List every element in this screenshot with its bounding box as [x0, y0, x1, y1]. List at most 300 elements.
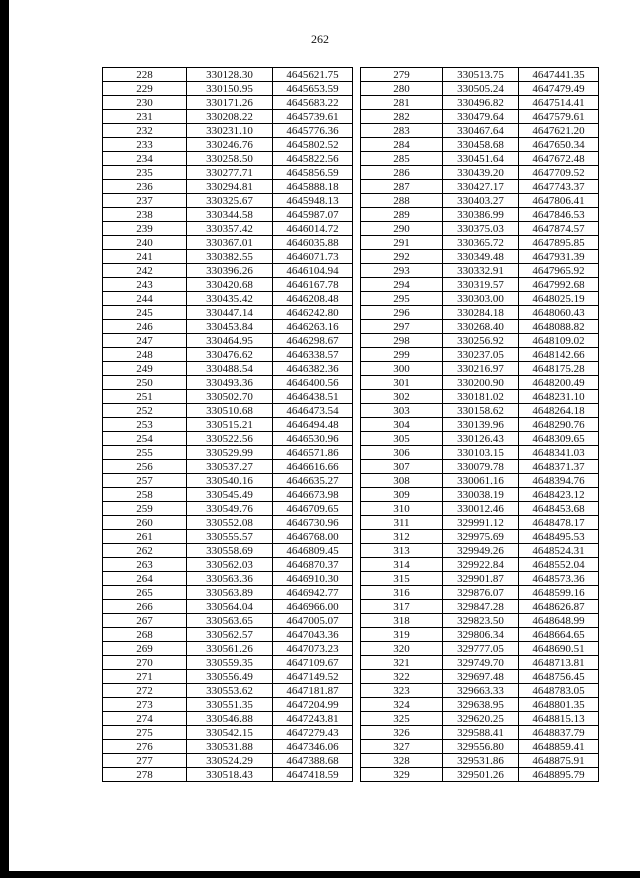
- table-row: [103, 586, 353, 600]
- point-number-cell: 313: [361, 544, 443, 558]
- y-coordinate-cell: 4646942.77: [273, 586, 353, 600]
- table-row: [103, 712, 353, 726]
- point-number-cell: 292: [361, 250, 443, 264]
- table-row: [103, 390, 353, 404]
- x-coordinate-cell: 330458.68: [443, 138, 519, 152]
- table-row: [361, 530, 599, 544]
- y-coordinate-cell: 4648394.76: [519, 474, 599, 488]
- y-coordinate-cell: 4648200.49: [519, 376, 599, 390]
- point-number-cell: 266: [103, 600, 187, 614]
- point-number-cell: 274: [103, 712, 187, 726]
- point-number-cell: 228: [103, 68, 187, 82]
- table-row: [103, 320, 353, 334]
- point-number-cell: 300: [361, 362, 443, 376]
- table-row: [103, 516, 353, 530]
- x-coordinate-cell: 330451.64: [443, 152, 519, 166]
- y-coordinate-cell: 4646400.56: [273, 376, 353, 390]
- table-row: [361, 712, 599, 726]
- point-number-cell: 305: [361, 432, 443, 446]
- x-coordinate-cell: 329556.80: [443, 740, 519, 754]
- x-coordinate-cell: 330559.35: [187, 656, 273, 670]
- point-number-cell: 246: [103, 320, 187, 334]
- y-coordinate-cell: 4645621.75: [273, 68, 353, 82]
- point-number-cell: 319: [361, 628, 443, 642]
- x-coordinate-cell: 330258.50: [187, 152, 273, 166]
- y-coordinate-cell: 4647005.07: [273, 614, 353, 628]
- table-row: [103, 376, 353, 390]
- point-number-cell: 231: [103, 110, 187, 124]
- point-number-cell: 303: [361, 404, 443, 418]
- x-coordinate-cell: 330493.36: [187, 376, 273, 390]
- y-coordinate-cell: 4646870.37: [273, 558, 353, 572]
- y-coordinate-cell: 4647514.41: [519, 96, 599, 110]
- point-number-cell: 291: [361, 236, 443, 250]
- x-coordinate-cell: 330510.68: [187, 404, 273, 418]
- x-coordinate-cell: 330561.26: [187, 642, 273, 656]
- x-coordinate-cell: 330375.03: [443, 222, 519, 236]
- point-number-cell: 237: [103, 194, 187, 208]
- table-row: [361, 684, 599, 698]
- x-coordinate-cell: 330563.89: [187, 586, 273, 600]
- y-coordinate-cell: 4648664.65: [519, 628, 599, 642]
- point-number-cell: 255: [103, 446, 187, 460]
- point-number-cell: 312: [361, 530, 443, 544]
- y-coordinate-cell: 4647073.23: [273, 642, 353, 656]
- table-row: [103, 544, 353, 558]
- y-coordinate-cell: 4646635.27: [273, 474, 353, 488]
- table-row: [361, 320, 599, 334]
- point-number-cell: 289: [361, 208, 443, 222]
- y-coordinate-cell: 4646673.98: [273, 488, 353, 502]
- x-coordinate-cell: 330294.81: [187, 180, 273, 194]
- y-coordinate-cell: 4647388.68: [273, 754, 353, 768]
- x-coordinate-cell: 330150.95: [187, 82, 273, 96]
- point-number-cell: 235: [103, 166, 187, 180]
- table-row: [361, 726, 599, 740]
- table-row: [361, 194, 599, 208]
- y-coordinate-cell: 4647895.85: [519, 236, 599, 250]
- page-number: 262: [311, 32, 329, 46]
- y-coordinate-cell: 4645776.36: [273, 124, 353, 138]
- x-coordinate-cell: 330555.57: [187, 530, 273, 544]
- point-number-cell: 317: [361, 600, 443, 614]
- table-row: [361, 488, 599, 502]
- y-coordinate-cell: 4648859.41: [519, 740, 599, 754]
- y-coordinate-cell: 4648648.99: [519, 614, 599, 628]
- table-row: [361, 68, 599, 82]
- y-coordinate-cell: 4647441.35: [519, 68, 599, 82]
- x-coordinate-cell: 330549.76: [187, 502, 273, 516]
- table-row: [361, 432, 599, 446]
- point-number-cell: 325: [361, 712, 443, 726]
- y-coordinate-cell: 4648264.18: [519, 404, 599, 418]
- table-row: [361, 250, 599, 264]
- x-coordinate-cell: 330518.43: [187, 768, 273, 782]
- y-coordinate-cell: 4648713.81: [519, 656, 599, 670]
- x-coordinate-cell: 330453.84: [187, 320, 273, 334]
- x-coordinate-cell: 330529.99: [187, 446, 273, 460]
- x-coordinate-cell: 330012.46: [443, 502, 519, 516]
- point-number-cell: 295: [361, 292, 443, 306]
- table-row: [103, 264, 353, 278]
- table-row: [103, 334, 353, 348]
- point-number-cell: 234: [103, 152, 187, 166]
- table-row: [103, 110, 353, 124]
- table-row: [361, 334, 599, 348]
- point-number-cell: 253: [103, 418, 187, 432]
- point-number-cell: 294: [361, 278, 443, 292]
- x-coordinate-cell: 330545.49: [187, 488, 273, 502]
- x-coordinate-cell: 330344.58: [187, 208, 273, 222]
- x-coordinate-cell: 330420.68: [187, 278, 273, 292]
- table-row: [103, 404, 353, 418]
- x-coordinate-cell: 330284.18: [443, 306, 519, 320]
- table-row: [361, 180, 599, 194]
- y-coordinate-cell: 4647743.37: [519, 180, 599, 194]
- x-coordinate-cell: 330103.15: [443, 446, 519, 460]
- x-coordinate-cell: 330551.35: [187, 698, 273, 712]
- y-coordinate-cell: 4648142.66: [519, 348, 599, 362]
- table-row: [103, 726, 353, 740]
- y-coordinate-cell: 4646298.67: [273, 334, 353, 348]
- y-coordinate-cell: 4645653.59: [273, 82, 353, 96]
- table-row: [361, 166, 599, 180]
- y-coordinate-cell: 4648453.68: [519, 502, 599, 516]
- x-coordinate-cell: 330553.62: [187, 684, 273, 698]
- point-number-cell: 269: [103, 642, 187, 656]
- x-coordinate-cell: 330365.72: [443, 236, 519, 250]
- table-row: [103, 194, 353, 208]
- x-coordinate-cell: 330488.54: [187, 362, 273, 376]
- table-row: [103, 572, 353, 586]
- point-number-cell: 260: [103, 516, 187, 530]
- x-coordinate-cell: 330256.92: [443, 334, 519, 348]
- point-number-cell: 236: [103, 180, 187, 194]
- x-coordinate-cell: 329876.07: [443, 586, 519, 600]
- y-coordinate-cell: 4648341.03: [519, 446, 599, 460]
- point-number-cell: 310: [361, 502, 443, 516]
- x-coordinate-cell: 330467.64: [443, 124, 519, 138]
- point-number-cell: 243: [103, 278, 187, 292]
- point-number-cell: 273: [103, 698, 187, 712]
- point-number-cell: 290: [361, 222, 443, 236]
- table-row: [103, 278, 353, 292]
- point-number-cell: 259: [103, 502, 187, 516]
- x-coordinate-cell: 330562.57: [187, 628, 273, 642]
- y-coordinate-cell: 4647149.52: [273, 670, 353, 684]
- table-row: [103, 68, 353, 82]
- table-row: [361, 376, 599, 390]
- y-coordinate-cell: 4648783.05: [519, 684, 599, 698]
- table-row: [361, 740, 599, 754]
- x-coordinate-cell: 329501.26: [443, 768, 519, 782]
- x-coordinate-cell: 330435.42: [187, 292, 273, 306]
- y-coordinate-cell: 4647874.57: [519, 222, 599, 236]
- point-number-cell: 238: [103, 208, 187, 222]
- point-number-cell: 307: [361, 460, 443, 474]
- x-coordinate-cell: 330208.22: [187, 110, 273, 124]
- y-coordinate-cell: 4647621.20: [519, 124, 599, 138]
- y-coordinate-cell: 4646768.00: [273, 530, 353, 544]
- y-coordinate-cell: 4646616.66: [273, 460, 353, 474]
- y-coordinate-cell: 4647479.49: [519, 82, 599, 96]
- table-row: [361, 572, 599, 586]
- table-row: [103, 418, 353, 432]
- x-coordinate-cell: 330246.76: [187, 138, 273, 152]
- y-coordinate-cell: 4646966.00: [273, 600, 353, 614]
- table-row: [361, 446, 599, 460]
- point-number-cell: 254: [103, 432, 187, 446]
- y-coordinate-cell: 4648495.53: [519, 530, 599, 544]
- y-coordinate-cell: 4645987.07: [273, 208, 353, 222]
- table-row: [103, 362, 353, 376]
- y-coordinate-cell: 4648599.16: [519, 586, 599, 600]
- point-number-cell: 311: [361, 516, 443, 530]
- point-number-cell: 242: [103, 264, 187, 278]
- y-coordinate-cell: 4647709.52: [519, 166, 599, 180]
- table-row: [361, 96, 599, 110]
- y-coordinate-cell: 4648801.35: [519, 698, 599, 712]
- table-row: [361, 82, 599, 96]
- point-number-cell: 283: [361, 124, 443, 138]
- coordinates-table-right: [360, 67, 599, 782]
- table-row: [361, 670, 599, 684]
- x-coordinate-cell: 330558.69: [187, 544, 273, 558]
- table-row: [361, 404, 599, 418]
- table-row: [103, 152, 353, 166]
- x-coordinate-cell: 330216.97: [443, 362, 519, 376]
- table-row: [103, 124, 353, 138]
- table-row: [103, 250, 353, 264]
- y-coordinate-cell: 4647650.34: [519, 138, 599, 152]
- x-coordinate-cell: 330038.19: [443, 488, 519, 502]
- y-coordinate-cell: 4646809.45: [273, 544, 353, 558]
- table-row: [361, 768, 599, 782]
- table-row: [103, 180, 353, 194]
- point-number-cell: 282: [361, 110, 443, 124]
- table-row: [361, 292, 599, 306]
- table-row: [361, 502, 599, 516]
- y-coordinate-cell: 4646709.65: [273, 502, 353, 516]
- y-coordinate-cell: 4648175.28: [519, 362, 599, 376]
- table-row: [361, 306, 599, 320]
- y-coordinate-cell: 4648756.45: [519, 670, 599, 684]
- point-number-cell: 309: [361, 488, 443, 502]
- table-row: [103, 642, 353, 656]
- x-coordinate-cell: 330552.08: [187, 516, 273, 530]
- point-number-cell: 321: [361, 656, 443, 670]
- x-coordinate-cell: 330367.01: [187, 236, 273, 250]
- x-coordinate-cell: 330496.82: [443, 96, 519, 110]
- x-coordinate-cell: 330268.40: [443, 320, 519, 334]
- x-coordinate-cell: 329638.95: [443, 698, 519, 712]
- point-number-cell: 261: [103, 530, 187, 544]
- table-row: [361, 544, 599, 558]
- x-coordinate-cell: 330439.20: [443, 166, 519, 180]
- y-coordinate-cell: 4647418.59: [273, 768, 353, 782]
- point-number-cell: 279: [361, 68, 443, 82]
- point-number-cell: 306: [361, 446, 443, 460]
- x-coordinate-cell: 330515.21: [187, 418, 273, 432]
- table-row: [103, 460, 353, 474]
- y-coordinate-cell: 4648290.76: [519, 418, 599, 432]
- y-coordinate-cell: 4648088.82: [519, 320, 599, 334]
- y-coordinate-cell: 4648837.79: [519, 726, 599, 740]
- y-coordinate-cell: 4648423.12: [519, 488, 599, 502]
- table-row: [103, 614, 353, 628]
- table-row: [103, 502, 353, 516]
- y-coordinate-cell: 4645739.61: [273, 110, 353, 124]
- table-row: [103, 740, 353, 754]
- point-number-cell: 264: [103, 572, 187, 586]
- table-row: [103, 558, 353, 572]
- table-row: [361, 278, 599, 292]
- table-row: [103, 474, 353, 488]
- point-number-cell: 278: [103, 768, 187, 782]
- point-number-cell: 298: [361, 334, 443, 348]
- point-number-cell: 251: [103, 390, 187, 404]
- x-coordinate-cell: 330303.00: [443, 292, 519, 306]
- point-number-cell: 304: [361, 418, 443, 432]
- x-coordinate-cell: 329949.26: [443, 544, 519, 558]
- y-coordinate-cell: 4646530.96: [273, 432, 353, 446]
- point-number-cell: 329: [361, 768, 443, 782]
- x-coordinate-cell: 330479.64: [443, 110, 519, 124]
- table-row: [103, 530, 353, 544]
- x-coordinate-cell: 330349.48: [443, 250, 519, 264]
- x-coordinate-cell: 330563.36: [187, 572, 273, 586]
- y-coordinate-cell: 4647279.43: [273, 726, 353, 740]
- x-coordinate-cell: 330537.27: [187, 460, 273, 474]
- y-coordinate-cell: 4646242.80: [273, 306, 353, 320]
- table-row: [103, 488, 353, 502]
- x-coordinate-cell: 329823.50: [443, 614, 519, 628]
- point-number-cell: 297: [361, 320, 443, 334]
- table-row: [103, 698, 353, 712]
- x-coordinate-cell: 330200.90: [443, 376, 519, 390]
- point-number-cell: 232: [103, 124, 187, 138]
- point-number-cell: 277: [103, 754, 187, 768]
- x-coordinate-cell: 330231.10: [187, 124, 273, 138]
- point-number-cell: 280: [361, 82, 443, 96]
- table-row: [103, 446, 353, 460]
- x-coordinate-cell: 329806.34: [443, 628, 519, 642]
- table-row: [103, 628, 353, 642]
- point-number-cell: 245: [103, 306, 187, 320]
- x-coordinate-cell: 330546.88: [187, 712, 273, 726]
- table-row: [361, 390, 599, 404]
- table-row: [103, 236, 353, 250]
- table-row: [361, 586, 599, 600]
- point-number-cell: 293: [361, 264, 443, 278]
- y-coordinate-cell: 4648231.10: [519, 390, 599, 404]
- y-coordinate-cell: 4647931.39: [519, 250, 599, 264]
- table-row: [361, 600, 599, 614]
- point-number-cell: 230: [103, 96, 187, 110]
- table-row: [103, 138, 353, 152]
- x-coordinate-cell: 330522.56: [187, 432, 273, 446]
- x-coordinate-cell: 330126.43: [443, 432, 519, 446]
- point-number-cell: 323: [361, 684, 443, 698]
- point-number-cell: 296: [361, 306, 443, 320]
- x-coordinate-cell: 330505.24: [443, 82, 519, 96]
- y-coordinate-cell: 4647579.61: [519, 110, 599, 124]
- table-row: [103, 96, 353, 110]
- table-row: [361, 754, 599, 768]
- point-number-cell: 250: [103, 376, 187, 390]
- point-number-cell: 252: [103, 404, 187, 418]
- y-coordinate-cell: 4645683.22: [273, 96, 353, 110]
- table-row: [361, 138, 599, 152]
- table-row: [361, 124, 599, 138]
- point-number-cell: 287: [361, 180, 443, 194]
- table-row: [361, 208, 599, 222]
- y-coordinate-cell: 4646910.30: [273, 572, 353, 586]
- table-row: [103, 656, 353, 670]
- x-coordinate-cell: 330357.42: [187, 222, 273, 236]
- y-coordinate-cell: 4646035.88: [273, 236, 353, 250]
- point-number-cell: 326: [361, 726, 443, 740]
- point-number-cell: 265: [103, 586, 187, 600]
- table-row: [103, 166, 353, 180]
- y-coordinate-cell: 4645948.13: [273, 194, 353, 208]
- y-coordinate-cell: 4646071.73: [273, 250, 353, 264]
- y-coordinate-cell: 4647806.41: [519, 194, 599, 208]
- x-coordinate-cell: 330128.30: [187, 68, 273, 82]
- point-number-cell: 275: [103, 726, 187, 740]
- y-coordinate-cell: 4648690.51: [519, 642, 599, 656]
- x-coordinate-cell: 330447.14: [187, 306, 273, 320]
- point-number-cell: 247: [103, 334, 187, 348]
- point-number-cell: 263: [103, 558, 187, 572]
- x-coordinate-cell: 330158.62: [443, 404, 519, 418]
- coordinates-table-left: [102, 67, 353, 782]
- table-row: [103, 82, 353, 96]
- x-coordinate-cell: 330139.96: [443, 418, 519, 432]
- x-coordinate-cell: 330502.70: [187, 390, 273, 404]
- point-number-cell: 233: [103, 138, 187, 152]
- table-row: [103, 600, 353, 614]
- table-row: [103, 754, 353, 768]
- point-number-cell: 256: [103, 460, 187, 474]
- point-number-cell: 302: [361, 390, 443, 404]
- point-number-cell: 299: [361, 348, 443, 362]
- x-coordinate-cell: 330403.27: [443, 194, 519, 208]
- y-coordinate-cell: 4646014.72: [273, 222, 353, 236]
- table-row: [103, 670, 353, 684]
- y-coordinate-cell: 4648895.79: [519, 768, 599, 782]
- table-row: [103, 684, 353, 698]
- x-coordinate-cell: 330513.75: [443, 68, 519, 82]
- y-coordinate-cell: 4647181.87: [273, 684, 353, 698]
- table-row: [361, 460, 599, 474]
- y-coordinate-cell: 4648371.37: [519, 460, 599, 474]
- x-coordinate-cell: 329991.12: [443, 516, 519, 530]
- table-row: [361, 614, 599, 628]
- y-coordinate-cell: 4647346.06: [273, 740, 353, 754]
- y-coordinate-cell: 4645888.18: [273, 180, 353, 194]
- y-coordinate-cell: 4647965.92: [519, 264, 599, 278]
- table-row: [361, 656, 599, 670]
- table-row: [361, 698, 599, 712]
- y-coordinate-cell: 4648060.43: [519, 306, 599, 320]
- x-coordinate-cell: 330061.16: [443, 474, 519, 488]
- y-coordinate-cell: 4646438.51: [273, 390, 353, 404]
- x-coordinate-cell: 330325.67: [187, 194, 273, 208]
- point-number-cell: 308: [361, 474, 443, 488]
- x-coordinate-cell: 330524.29: [187, 754, 273, 768]
- point-number-cell: 324: [361, 698, 443, 712]
